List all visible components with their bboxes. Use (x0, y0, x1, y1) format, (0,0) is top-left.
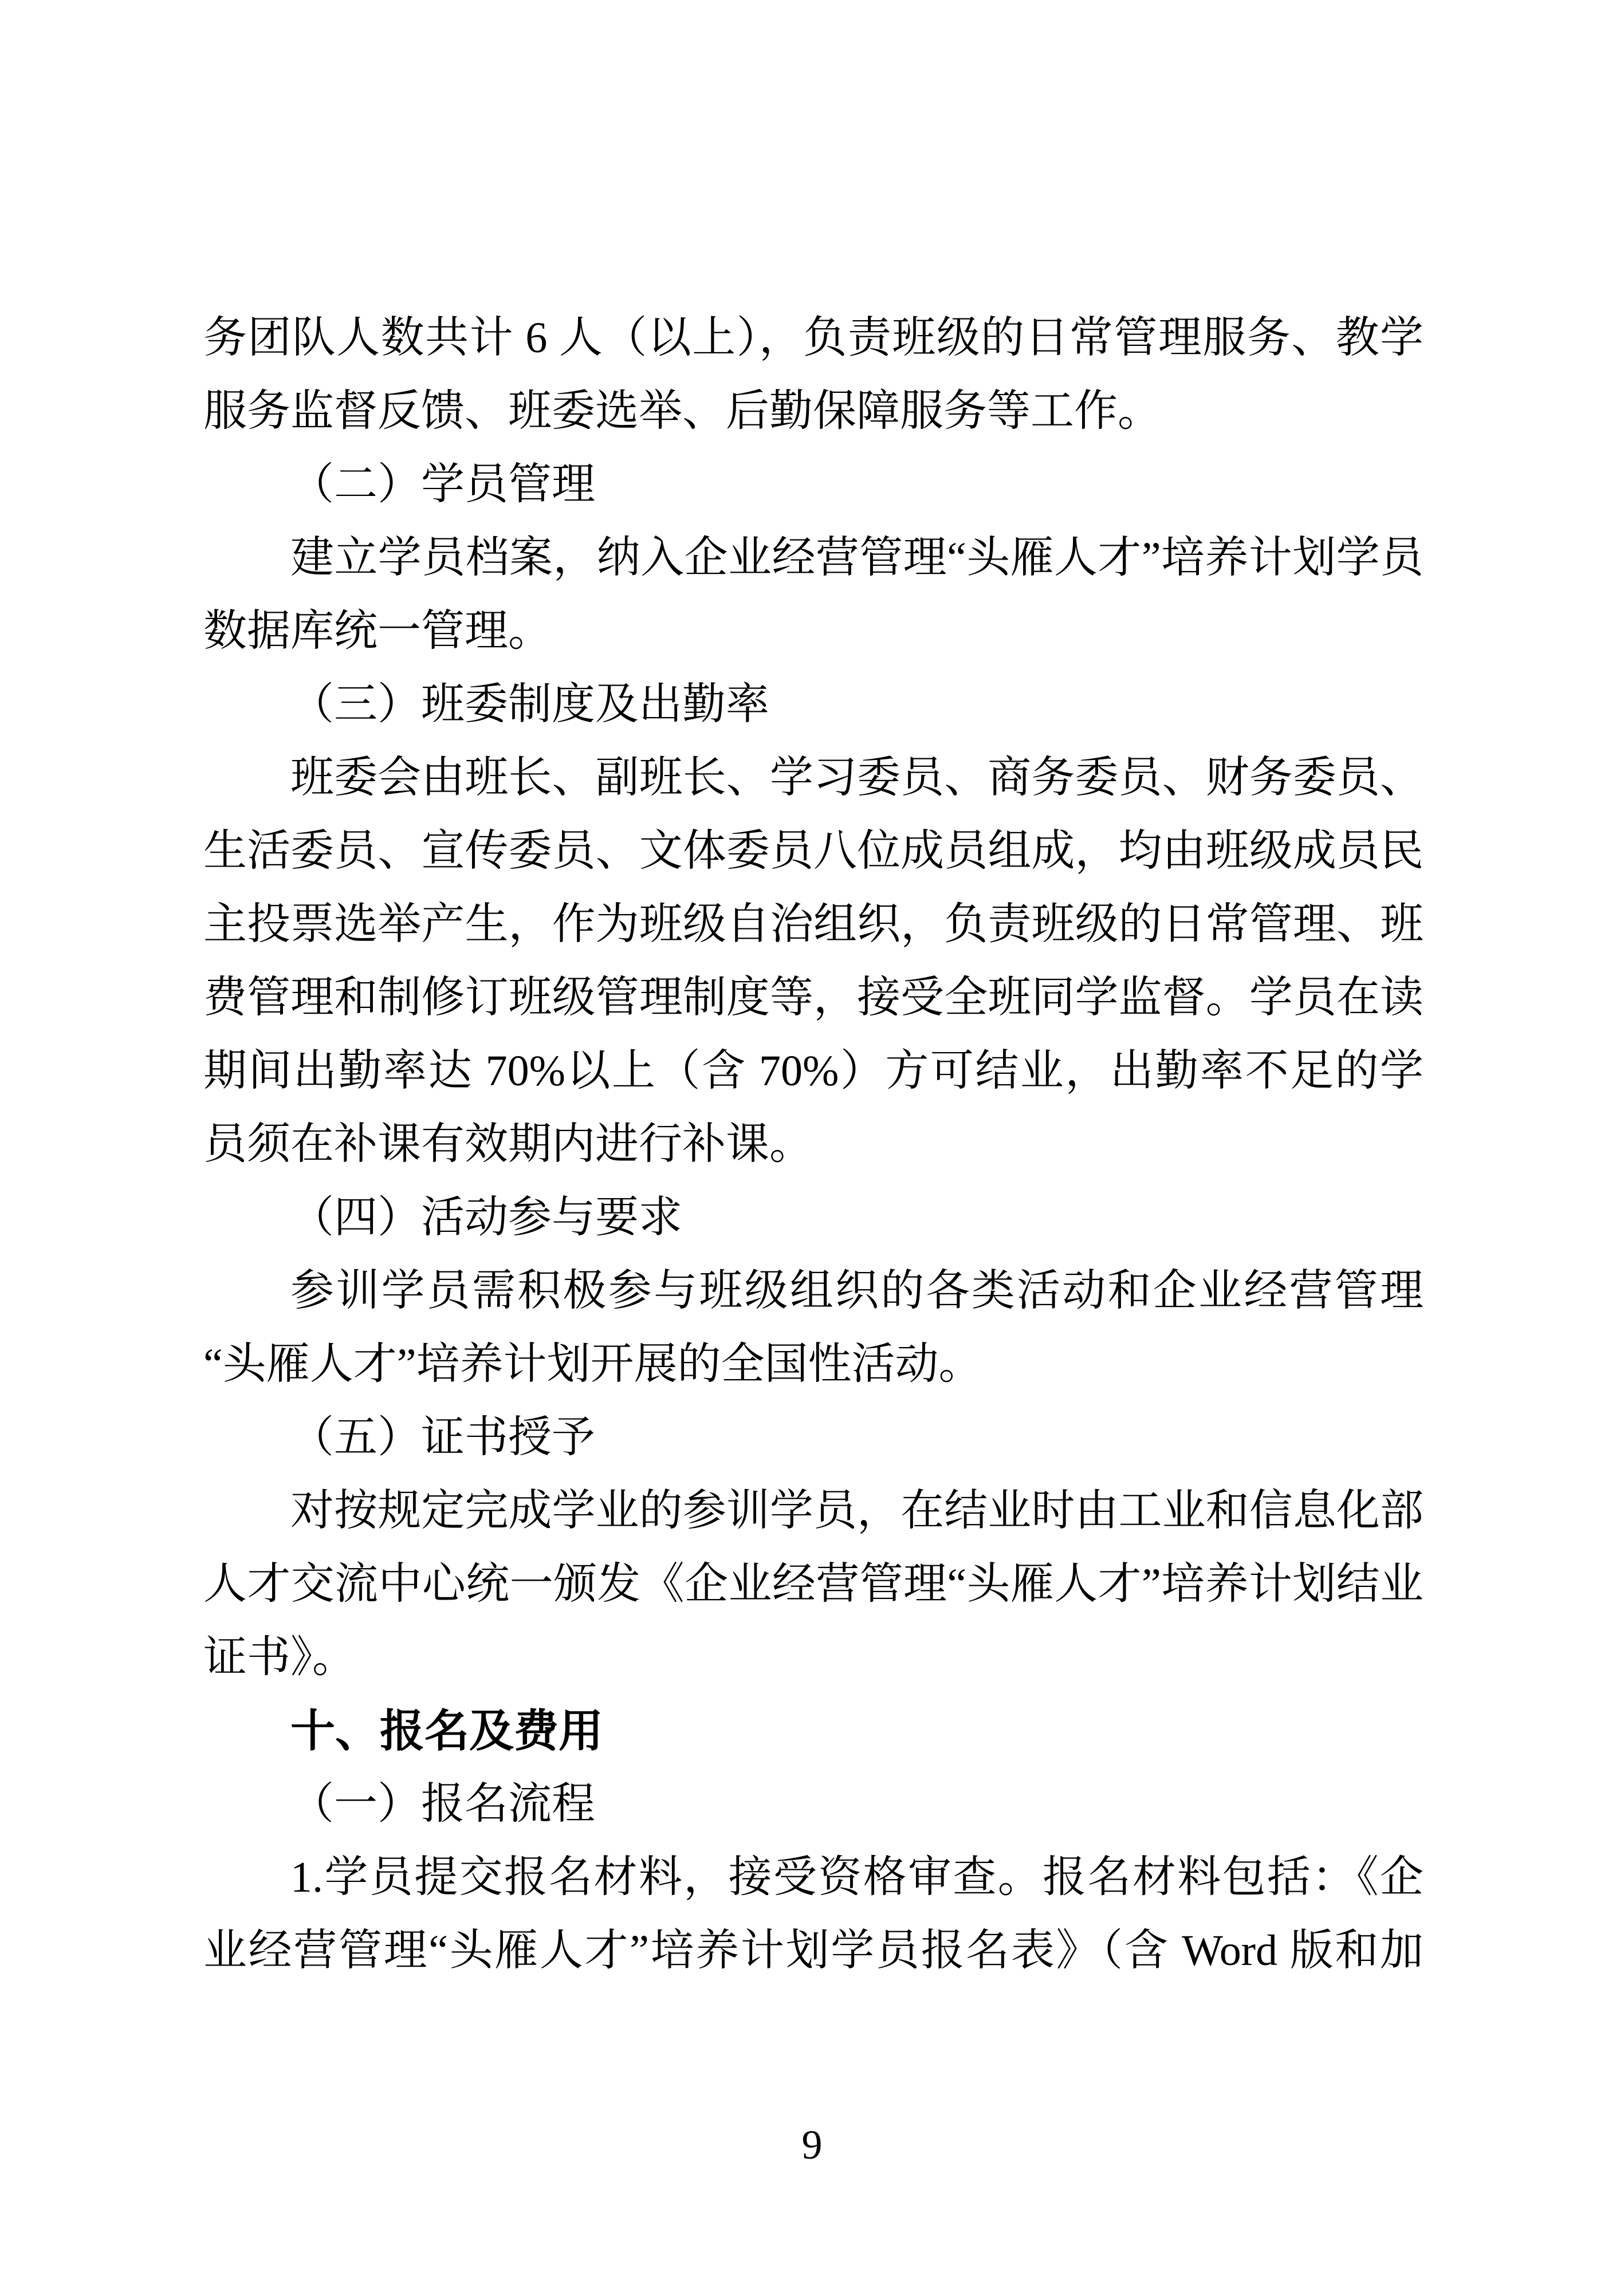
text-line: 主投票选举产生，作为班级自治组织，负责班级的日常管理、班 (203, 900, 1424, 948)
text-line: 班委会由班长、副班长、学习委员、商务委员、财务委员、 (290, 754, 1424, 802)
text-line: 参训学员需积极参与班级组织的各类活动和企业经营管理 (290, 1267, 1424, 1315)
text-line: 对按规定完成学业的参训学员，在结业时由工业和信息化部 (290, 1487, 1424, 1535)
page-number: 9 (801, 2122, 823, 2168)
text-line: 员须在补课有效期内进行补课。 (203, 1120, 813, 1168)
text-line: 业经营管理“头雁人才”培养计划学员报名表》（含 Word 版和加 (203, 1927, 1424, 1975)
subsection-heading: （三）班委制度及出勤率 (290, 680, 769, 728)
text-line: 数据库统一管理。 (203, 607, 552, 655)
text-line: 证书》。 (203, 1633, 356, 1681)
text-line: 服务监督反馈、班委选举、后勤保障服务等工作。 (203, 387, 1161, 435)
text-line: 建立学员档案，纳入企业经营管理“头雁人才”培养计划学员 (290, 534, 1424, 582)
text-line: 期间出勤率达 70%以上（含 70%）方可结业，出勤率不足的学 (203, 1047, 1424, 1095)
subsection-heading: （一）报名流程 (290, 1780, 595, 1828)
subsection-heading: （二）学员管理 (290, 460, 595, 509)
text-line: 费管理和制修订班级管理制度等，接受全班同学监督。学员在读 (203, 974, 1424, 1022)
text-line: 人才交流中心统一颁发《企业经营管理“头雁人才”培养计划结业 (203, 1560, 1424, 1608)
text-line: “头雁人才”培养计划开展的全国性活动。 (203, 1340, 982, 1388)
text-line: 生活委员、宣传委员、文体委员八位成员组成，均由班级成员民 (203, 827, 1424, 875)
text-block (203, 301, 1424, 1987)
section-heading: 十、报名及费用 (290, 1706, 604, 1756)
text-line: 务团队人数共计 6 人（以上），负责班级的日常管理服务、教学 (203, 314, 1424, 362)
text-line: 1.学员提交报名材料，接受资格审查。报名材料包括：《企 (290, 1853, 1424, 1901)
subsection-heading: （五）证书授予 (290, 1413, 595, 1462)
subsection-heading: （四）活动参与要求 (290, 1194, 682, 1242)
